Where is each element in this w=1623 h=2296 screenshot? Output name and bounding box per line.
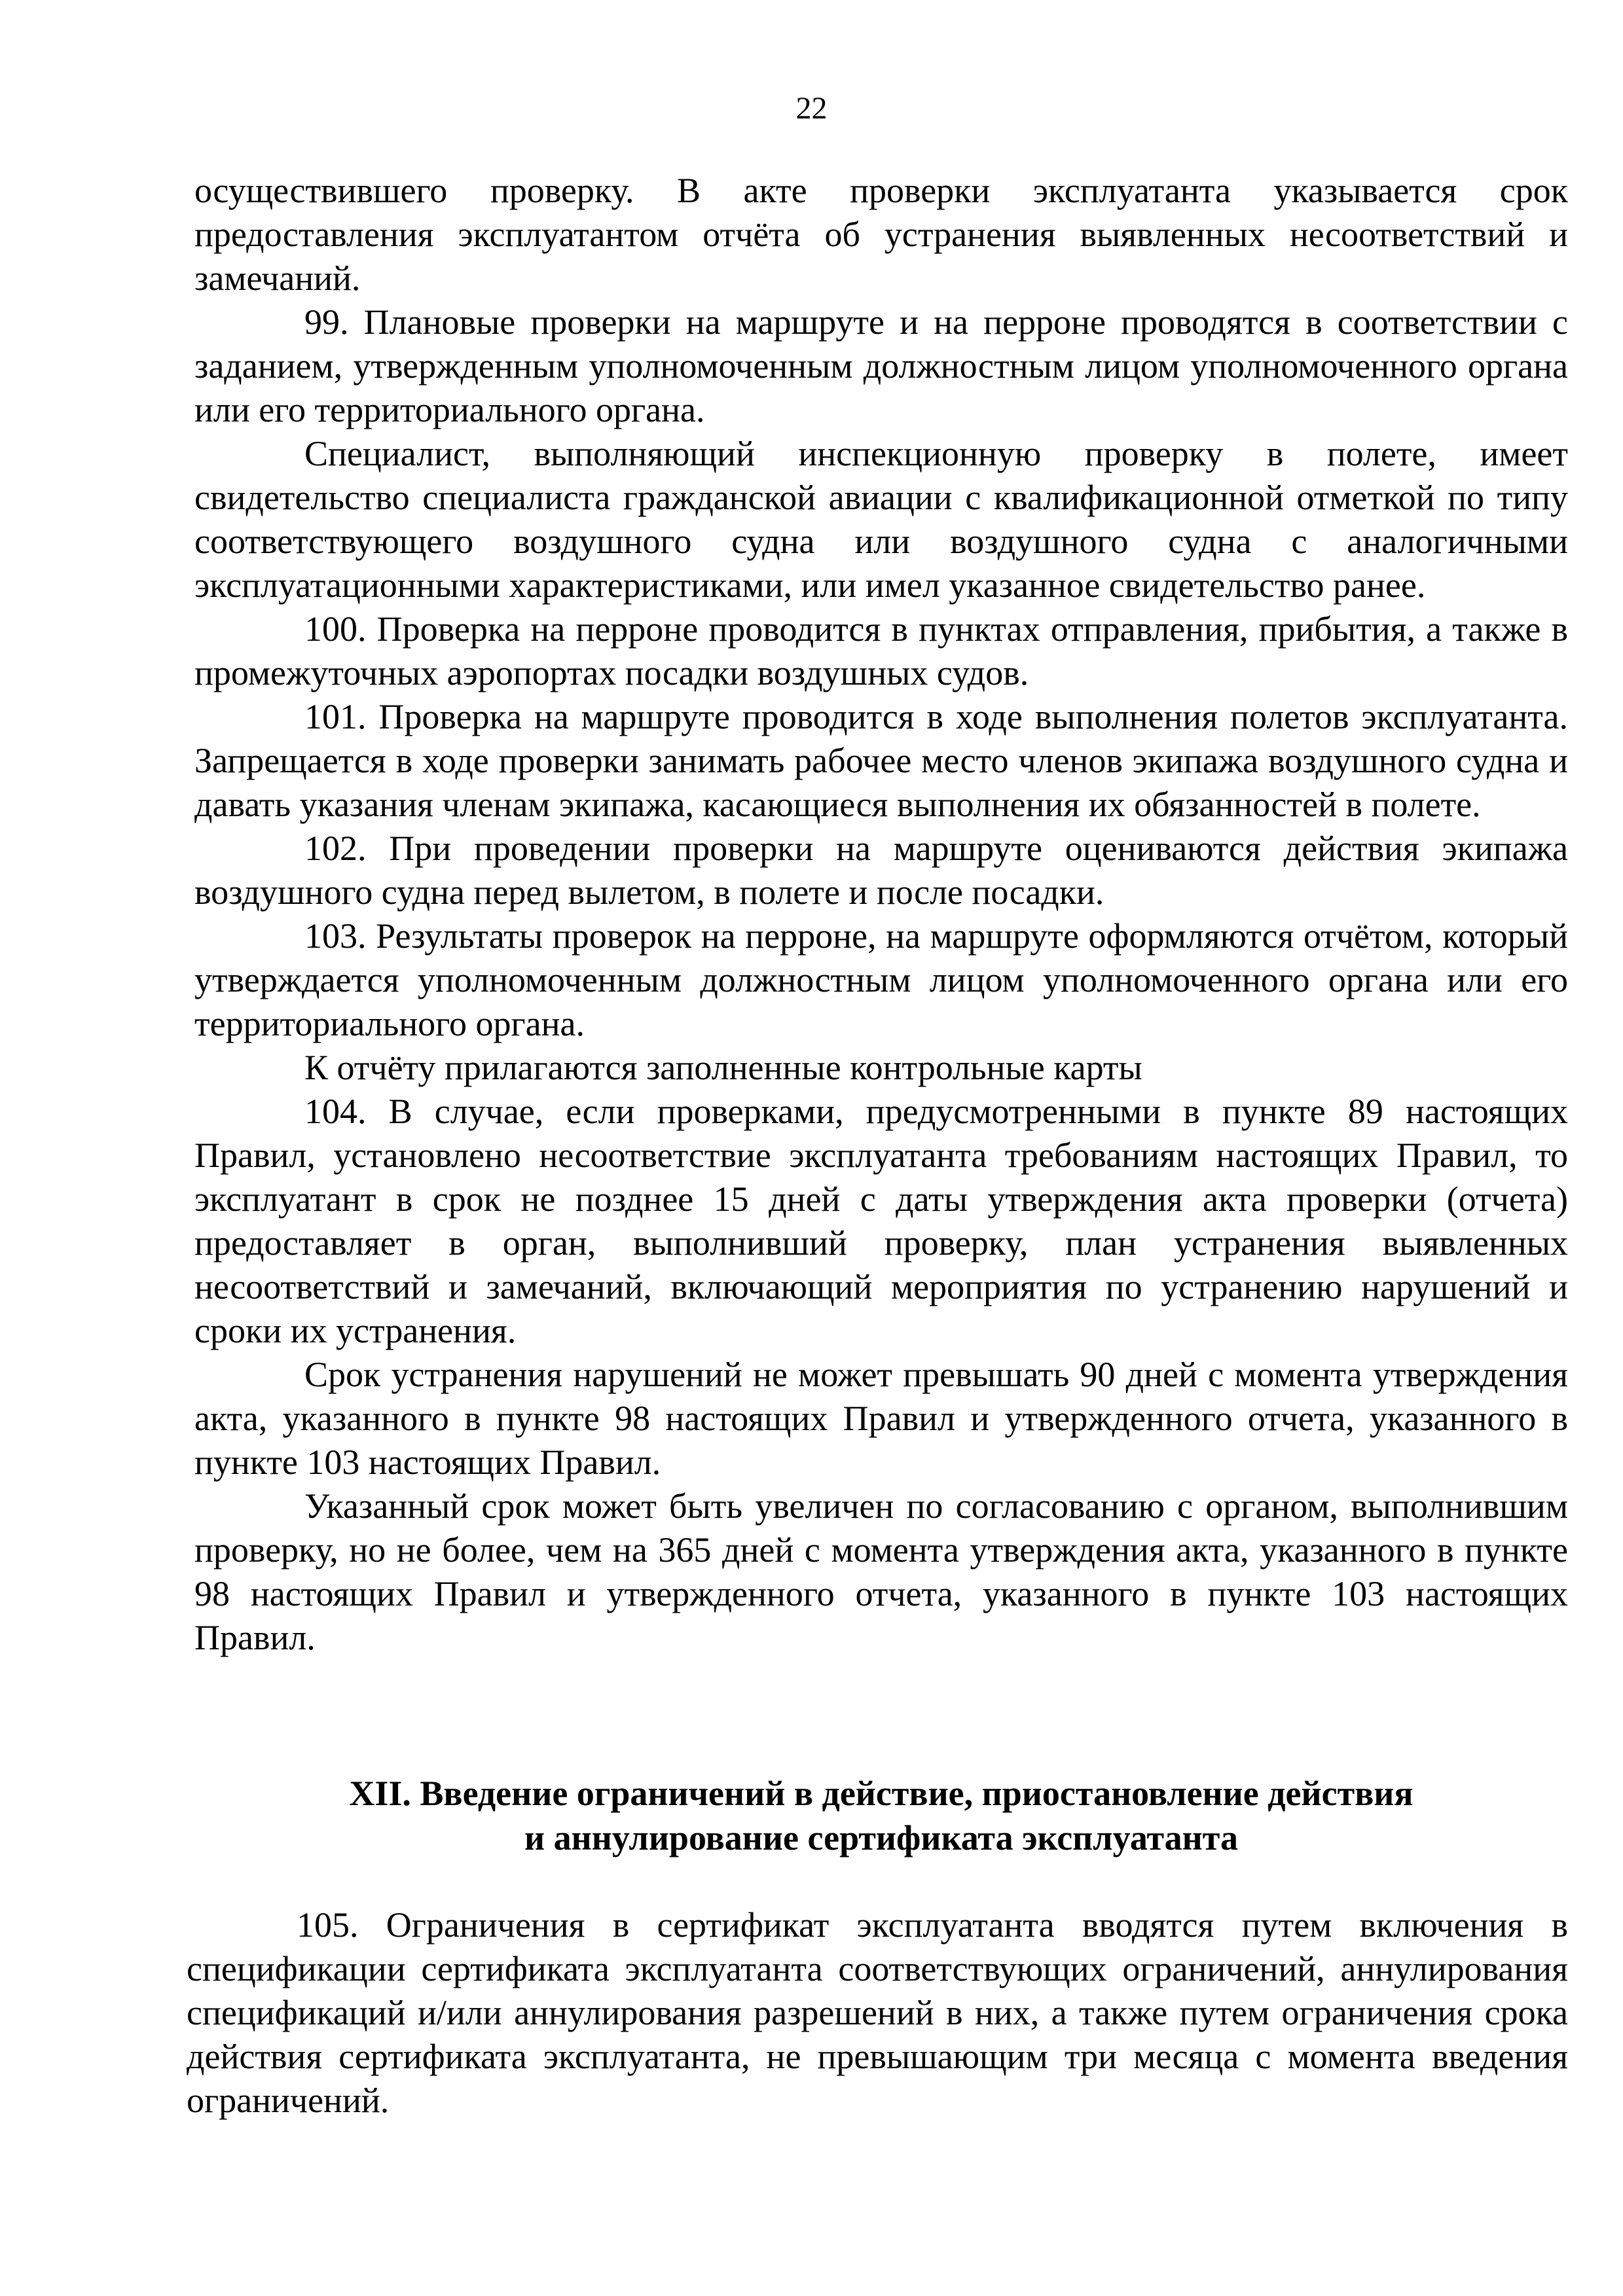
paragraph-extension: Указанный срок может быть увеличен по согласованию с органом, выполнившим проверку, но не более, чем на 365 дней с момента утверждения акта, указанного в пункте 98 настоящих Правил и утвержденного отчета, указанного в пункте 103 настоящих Правил. (194, 1486, 1568, 1657)
paragraph-105: 105. Ограничения в сертификат эксплуатанта вводятся путем включения в спецификации сертификата эксплуатанта соответствующих ограничений, аннулирования спецификаций и/или аннулирования разрешений в них, а также путем ограничения срока действия сертификата эксплуатанта, не превышающим три месяца с момента введения ограничений. (187, 1905, 1568, 2120)
paragraph-continuation: осуществившего проверку. В акте проверки эксплуатанта указывается срок предоставления эксплуатантом отчёта об устранения выявленных несоответствий и замечаний. (194, 171, 1568, 298)
paragraph-deadline: Срок устранения нарушений не может превышать 90 дней с момента утверждения акта, указанного в пункте 98 настоящих Правил и утвержденного отчета, указанного в пункте 103 настоящих Правил. (194, 1355, 1568, 1482)
paragraph-report-attachments: К отчёту прилагаются заполненные контрольные карты (304, 1048, 1142, 1087)
section-heading (194, 1771, 1568, 1860)
paragraph-101: 101. Проверка на маршруте проводится в ходе выполнения полетов эксплуатанта. Запрещается в ходе проверки занимать рабочее место членов экипажа воздушного судна и давать указания членам экипажа, касающиеся выполнения их обязанностей в полете. (194, 697, 1568, 824)
paragraph-99: 99. Плановые проверки на маршруте и на перроне проводятся в соответствии с заданием, утвержденным уполномоченным должностным лицом уполномоченного органа или его территориального органа. (194, 302, 1568, 429)
paragraph-104: 104. В случае, если проверками, предусмотренными в пункте 89 настоящих Правил, установлено несоответствие эксплуатанта требованиям настоящих Правил, то эксплуатант в срок не позднее 15 дней с даты утверждения акта проверки (отчета) предоставляет в орган, выполнивший проверку, план устранения выявленных несоответствий и замечаний, включающий мероприятия по устранению нарушений и сроки их устранения. (194, 1092, 1568, 1350)
paragraph-100: 100. Проверка на перроне проводится в пунктах отправления, прибытия, а также в промежуточных аэропортах посадки воздушных судов. (194, 609, 1568, 692)
paragraph-103: 103. Результаты проверок на перроне, на маршруте оформляются отчётом, который утверждается уполномоченным должностным лицом уполномоченного органа или его территориального органа. (194, 916, 1568, 1043)
page-number: 22 (795, 91, 828, 126)
paragraph-102: 102. При проведении проверки на маршруте оцениваются действия экипажа воздушного судна перед вылетом, в полете и после посадки. (194, 829, 1568, 912)
paragraph-inspector: Специалист, выполняющий инспекционную проверку в полете, имеет свидетельство специалиста гражданской авиации с квалификационной отметкой по типу соответствующего воздушного судна или воздушного судна с аналогичными эксплуатационными характеристиками, или имел указанное свидетельство ранее. (194, 434, 1568, 605)
section-body (187, 1903, 1568, 2123)
section-heading-line-1: XII. Введение ограничений в действие, приостановление действия (349, 1774, 1413, 1813)
section-heading-line-2: и аннулирование сертификата эксплуатанта (524, 1818, 1238, 1857)
document-body (194, 169, 1568, 1660)
